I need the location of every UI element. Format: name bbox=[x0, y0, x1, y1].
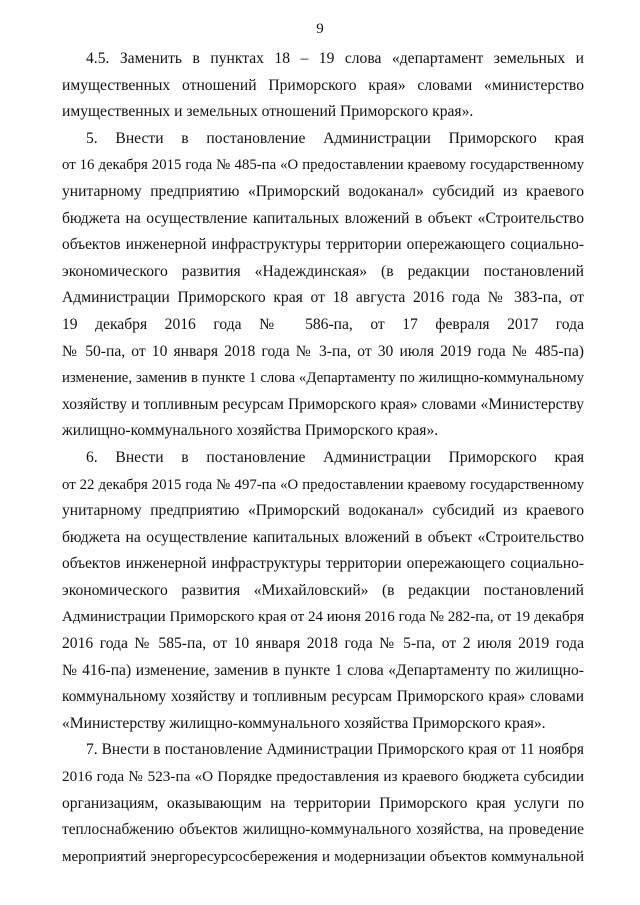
text-line: унитарному предприятию «Приморский водоканал» субсидий из краевого bbox=[62, 182, 584, 200]
text-line: теплоснабжению объектов жилищно-коммунального хозяйства, на проведение bbox=[62, 821, 584, 839]
text-line: организациям, оказывающим на территории Приморского края услуги по bbox=[62, 794, 584, 812]
text-line: «Министерству жилищно-коммунального хозяйства Приморского края». bbox=[62, 714, 546, 732]
text-line: 19 декабря 2016 года № 586-па, от 17 февраля 2017 года bbox=[62, 315, 584, 333]
text-line: бюджета на осуществление капитальных вложений в объект «Строительство bbox=[62, 528, 584, 546]
text-line: мероприятий энергоресурсосбережения и модернизации объектов коммунальной bbox=[62, 848, 584, 865]
text-line: жилищно-коммунального хозяйства Приморского края». bbox=[62, 422, 439, 440]
text-line: Администрации Приморского края от 24 июня 2016 года № 282-па, от 19 декабря bbox=[62, 609, 584, 626]
text-line: от 22 декабря 2015 года № 497-па «О предоставлении краевому государственному bbox=[62, 476, 584, 493]
text-line: изменение, заменив в пункте 1 слова «Департаменту по жилищно-коммунальному bbox=[62, 370, 584, 387]
text-line: хозяйству и топливным ресурсам Приморского края» словами «Министерству bbox=[62, 395, 584, 413]
text-line: имущественных отношений Приморского края» словами «министерство bbox=[62, 76, 584, 94]
text-line: № 50-па, от 10 января 2018 года № 3-па, от 30 июля 2019 года № 485-па) bbox=[62, 342, 584, 360]
text-line: 2016 года № 523-па «О Порядке предоставления из краевого бюджета субсидии bbox=[62, 768, 584, 786]
text-line: объектов инженерной инфраструктуры территории опережающего социально- bbox=[62, 555, 584, 573]
text-line: бюджета на осуществление капитальных вложений в объект «Строительство bbox=[62, 209, 584, 227]
text-line: унитарному предприятию «Приморский водоканал» субсидий из краевого bbox=[62, 502, 584, 520]
text-line: 5. Внести в постановление Администрации Приморского края bbox=[86, 129, 584, 147]
text-line: Администрации Приморского края от 18 августа 2016 года № 383-па, от bbox=[62, 289, 584, 307]
text-line: экономического развития «Надеждинская» (в редакции постановлений bbox=[62, 262, 584, 280]
page-number: 9 bbox=[316, 21, 324, 37]
text-line: от 16 декабря 2015 года № 485-па «О предоставлении краевому государственному bbox=[62, 157, 584, 174]
text-line: имущественных и земельных отношений Приморского края». bbox=[62, 103, 474, 121]
text-line: 6. Внести в постановление Администрации Приморского края bbox=[86, 448, 584, 466]
text-line: объектов инженерной инфраструктуры территории опережающего социально- bbox=[62, 236, 584, 254]
text-line: № 416-па) изменение, заменив в пункте 1 слова «Департаменту по жилищно- bbox=[62, 661, 584, 679]
text-line: 4.5. Заменить в пунктах 18 – 19 слова «департамент земельных и bbox=[86, 50, 584, 67]
document-body bbox=[62, 46, 584, 870]
text-line: коммунальному хозяйству и топливным ресурсам Приморского края» словами bbox=[62, 688, 584, 706]
text-line: экономического развития «Михайловский» (в редакции постановлений bbox=[62, 581, 584, 599]
text-line: 2016 года № 585-па, от 10 января 2018 года № 5-па, от 2 июля 2019 года bbox=[62, 635, 584, 653]
text-line: 7. Внести в постановление Администрации Приморского края от 11 ноября bbox=[86, 741, 584, 759]
